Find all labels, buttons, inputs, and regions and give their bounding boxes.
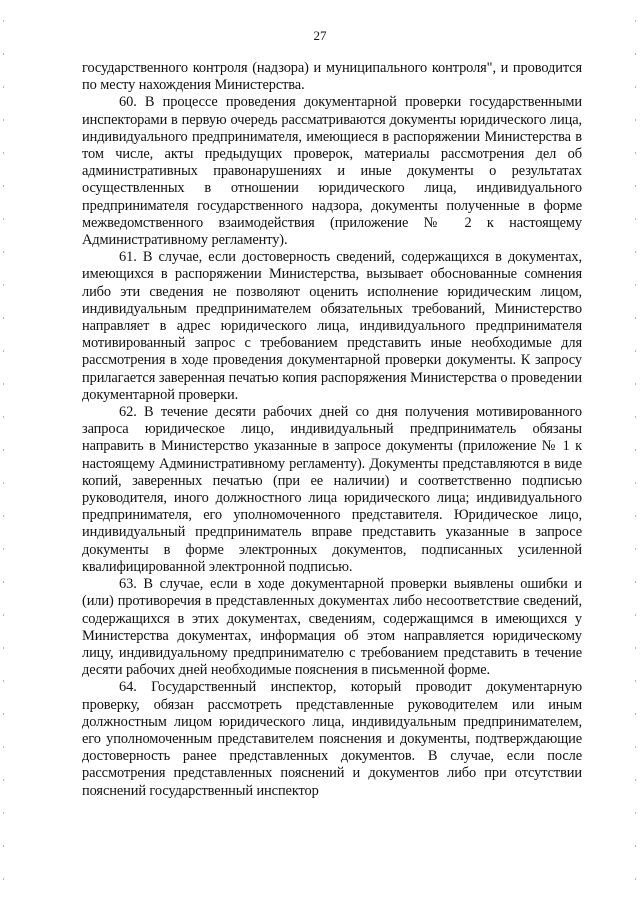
- scan-dot: [3, 416, 4, 418]
- scan-dot: [3, 350, 4, 352]
- scan-dot: [635, 713, 636, 715]
- paragraph-continuation: государственного контроля (надзора) и муниципального контроля", и проводится по месту нахождения Министерства.: [82, 60, 582, 94]
- scan-dot: [635, 647, 636, 649]
- scan-dot: [3, 482, 4, 484]
- scan-dot: [3, 383, 4, 385]
- scan-dot: [635, 218, 636, 220]
- scan-dot: [635, 317, 636, 319]
- scan-dot: [3, 152, 4, 154]
- scan-margin-left: [2, 0, 6, 905]
- scan-dot: [635, 449, 636, 451]
- scan-dot: [3, 779, 4, 781]
- scan-dot: [635, 878, 636, 880]
- scan-dot: [635, 383, 636, 385]
- scan-dot: [635, 86, 636, 88]
- scan-dot: [3, 713, 4, 715]
- scan-dot: [3, 614, 4, 616]
- scan-margin-right: [634, 0, 638, 905]
- scan-dot: [3, 548, 4, 550]
- scan-dot: [3, 284, 4, 286]
- scan-dot: [3, 20, 4, 22]
- scan-dot: [3, 581, 4, 583]
- scan-dot: [3, 812, 4, 814]
- scan-dot: [635, 20, 636, 22]
- scan-dot: [635, 845, 636, 847]
- scan-dot: [635, 581, 636, 583]
- paragraph-61: 61. В случае, если достоверность сведений, содержащихся в документах, имеющихся в распоряжении Министерства, вызывает обоснованные сомнения либо эти сведения не позволяют оценить исполнение юридическим лицом, индивидуальным предпринимателем обязательных требований, Министерство направляет в адрес юридического лица, индивидуального предпринимателя мотивированный запрос с требованием представить иные необходимые для рассмотрения в ходе проведения документарной проверки документы. К запросу прилагается заверенная печатью копия распоряжения Министерства о проведении документарной проверки.: [82, 249, 582, 403]
- scan-dot: [3, 515, 4, 517]
- scan-dot: [3, 251, 4, 253]
- page-number: 27: [313, 28, 327, 43]
- scan-dot: [635, 284, 636, 286]
- paragraph-62: 62. В течение десяти рабочих дней со дня получения мотивированного запроса юридическое лицо, индивидуальный предприниматель обязаны направить в Министерство указанные в запросе документы (приложение № 1 к настоящему Административному регламенту). Документы представляются в виде копий, заверенных печатью (при ее наличии) и соответственно подписью руководителя, иного должностного лица юридического лица; индивидуального предпринимателя, его уполномоченного представителя. Юридическое лицо, индивидуальный предприниматель вправе представить указанные в запросе документы в форме электронных документов, подписанных усиленной квалифицированной электронной подписью.: [82, 404, 582, 575]
- scan-dot: [3, 878, 4, 880]
- scan-dot: [635, 350, 636, 352]
- scan-dot: [635, 680, 636, 682]
- document-body: [82, 60, 582, 800]
- scan-dot: [635, 416, 636, 418]
- scan-dot: [635, 746, 636, 748]
- scan-dot: [3, 218, 4, 220]
- scan-dot: [3, 449, 4, 451]
- paragraph-64: 64. Государственный инспектор, который проводит документарную проверку, обязан рассмотреть представленные руководителем или иным должностным лицом юридического лица, индивидуальным предпринимателем, его уполномоченным представителем пояснения и документы, подтверждающие достоверность ранее представленных документов. В случае, если после рассмотрения представленных пояснений и документов либо при отсутствии пояснений государственный инспектор: [82, 679, 582, 799]
- scan-dot: [635, 614, 636, 616]
- scan-dot: [3, 647, 4, 649]
- scan-dot: [3, 53, 4, 55]
- paragraph-60: 60. В процессе проведения документарной проверки государственными инспекторами в первую очередь рассматриваются документы юридического лица, индивидуального предпринимателя, имеющиеся в распоряжении Министерства в том числе, акты предыдущих проверок, материалы рассмотрения дел об административных правонарушениях и иные документы о результатах осуществленных в отношении юридического лица, индивидуального предпринимателя государственного надзора, документы полученные в форме межведомственного взаимодействия (приложение № 2 к настоящему Административному регламенту).: [82, 94, 582, 249]
- scan-dot: [635, 53, 636, 55]
- scan-dot: [635, 119, 636, 121]
- scan-dot: [3, 185, 4, 187]
- scan-dot: [635, 185, 636, 187]
- scan-dot: [3, 86, 4, 88]
- scan-dot: [635, 482, 636, 484]
- scan-dot: [635, 515, 636, 517]
- scan-dot: [635, 152, 636, 154]
- scan-dot: [3, 746, 4, 748]
- scan-dot: [3, 680, 4, 682]
- scan-dot: [635, 548, 636, 550]
- scan-dot: [635, 812, 636, 814]
- scan-dot: [3, 317, 4, 319]
- paragraph-63: 63. В случае, если в ходе документарной проверки выявлены ошибки и (или) противоречия в представленных документах либо несоответствие сведений, содержащихся в этих документах, сведениям, содержащимся в имеющихся у Министерства документах, информация об этом направляется юридическому лицу, индивидуальному предпринимателю с требованием представить в течение десяти рабочих дней необходимые пояснения в письменной форме.: [82, 576, 582, 679]
- scan-dot: [635, 779, 636, 781]
- scan-dot: [3, 845, 4, 847]
- scan-dot: [3, 119, 4, 121]
- scan-dot: [635, 251, 636, 253]
